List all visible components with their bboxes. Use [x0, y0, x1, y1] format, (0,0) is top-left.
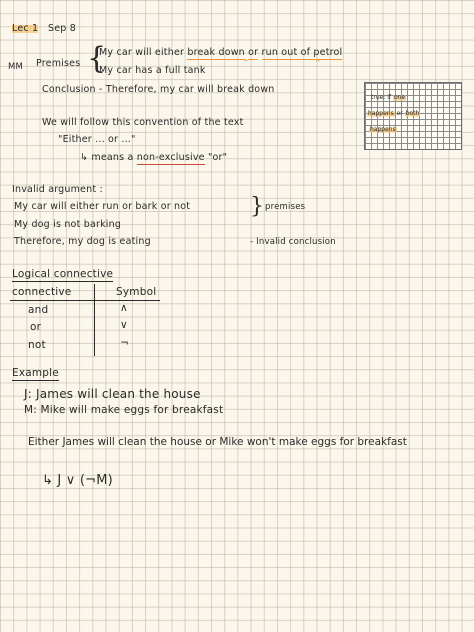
- truth-grid-sketch: [364, 82, 462, 150]
- premise-1-option-a: break down: [187, 47, 245, 58]
- example-m-definition: M: Mike will make eggs for breakfast: [24, 404, 224, 416]
- non-exclusive-term: non-exclusive: [136, 152, 205, 163]
- example-title: Example: [12, 367, 59, 379]
- connective-symbol: ∧: [120, 302, 128, 314]
- premise-1-prefix: My car will either: [99, 47, 185, 58]
- connective-symbol: ∨: [120, 319, 128, 331]
- margin-note: MM: [8, 62, 24, 72]
- date-label: Sep 8: [48, 23, 76, 34]
- invalid-premises-brace: }: [250, 194, 264, 219]
- connective-name: or: [30, 321, 42, 333]
- premises-label: Premises: [36, 58, 81, 69]
- column-header-symbol: Symbol: [116, 286, 157, 298]
- invalid-line-3: Therefore, my dog is eating: [14, 236, 151, 247]
- tick-mark: ^: [243, 59, 249, 67]
- invalid-conclusion-label: - Invalid conclusion: [250, 237, 336, 247]
- connective-name: and: [28, 304, 49, 316]
- connective-symbol: ¬: [120, 337, 129, 349]
- premise-line-2: My car has a full tank: [99, 65, 206, 76]
- table-column-rule: [94, 284, 95, 356]
- grid-note-row-3: happens: [370, 126, 396, 133]
- example-j-definition: J: James will clean the house: [24, 387, 201, 401]
- premise-line-1: [99, 47, 342, 58]
- logical-connective-title: Logical connective: [12, 268, 114, 280]
- convention-line-1: We will follow this convention of the text: [42, 117, 244, 128]
- invalid-line-1: My car will either run or bark or not: [14, 201, 191, 212]
- premises-brace: {: [87, 41, 107, 76]
- invalid-premises-label: premises: [265, 202, 306, 212]
- conclusion-line: Conclusion - Therefore, my car will break down: [42, 84, 275, 95]
- grid-note-row-1: true: if one: [371, 94, 406, 101]
- variable-j: J: [24, 387, 28, 401]
- convention-line-3: ↳ means a non-exclusive "or": [80, 152, 228, 163]
- connective-name: not: [28, 339, 46, 351]
- example-formula: ↳ J ∨ (¬M): [42, 473, 113, 488]
- invalid-argument-title: Invalid argument :: [12, 184, 103, 195]
- grid-note-row-2: happens or both: [368, 110, 420, 117]
- lecture-label: Lec 1: [12, 23, 39, 34]
- invalid-line-2: My dog is not barking: [14, 219, 122, 230]
- example-sentence: Either James will clean the house or Mike won't make eggs for breakfast: [28, 436, 407, 448]
- table-header-rule: [10, 300, 160, 301]
- column-header-connective: connective: [12, 286, 72, 298]
- premise-1-option-b: run out of petrol: [261, 47, 343, 58]
- premise-1-conjunction: or: [248, 47, 259, 58]
- variable-m: M: [24, 404, 34, 416]
- tick-mark: ^: [315, 59, 321, 67]
- convention-line-2: "Either ... or ...": [58, 134, 136, 145]
